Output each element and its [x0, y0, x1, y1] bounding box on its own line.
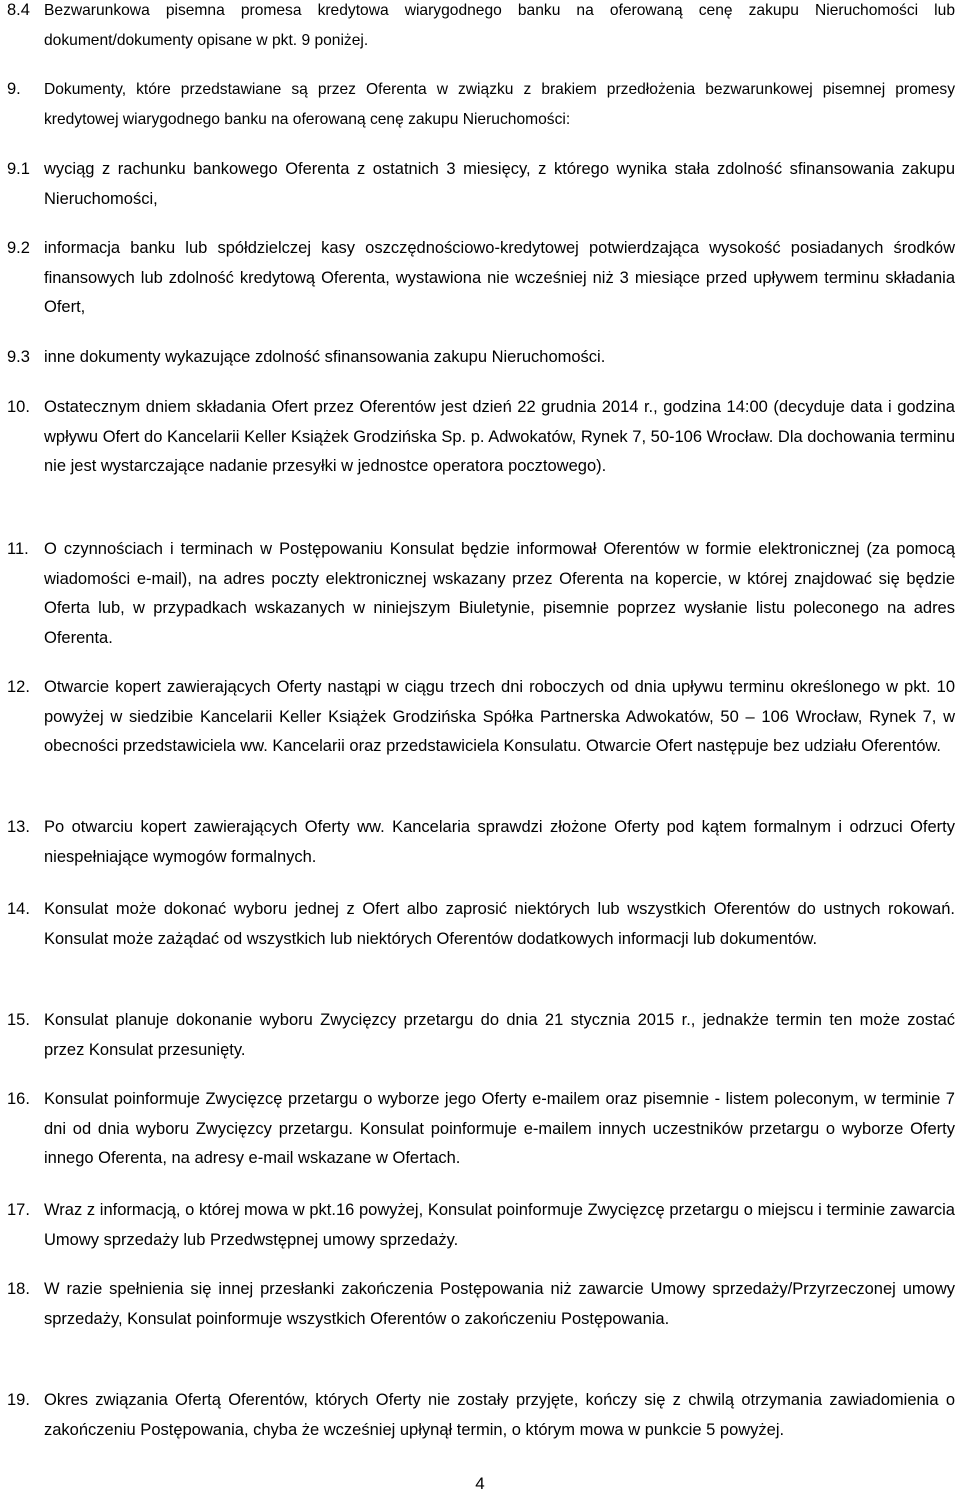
- item-text: Okres związania Ofertą Oferentów, których Oferty nie zostały przyjęte, kończy się z chwilą otrzymania zawiadomienia o zakończeniu Postępowania, chyba że wcześniej upłynął termin, o którym mowa w punkcie 5 powyżej.: [44, 1391, 955, 1439]
- list-item-19: [0, 1386, 955, 1445]
- item-number: 9.: [7, 80, 21, 98]
- item-number: 10.: [7, 398, 30, 416]
- item-number: 18.: [7, 1280, 30, 1298]
- list-item-15: [0, 1006, 955, 1065]
- item-number: 14.: [7, 900, 30, 918]
- item-number: 8.4: [7, 1, 30, 19]
- item-text: inne dokumenty wykazujące zdolność sfinansowania zakupu Nieruchomości.: [44, 348, 606, 366]
- item-number: 9.2: [7, 239, 30, 257]
- list-item-16: [0, 1085, 955, 1174]
- item-text: W razie spełnienia się innej przesłanki zakończenia Postępowania niż zawarcie Umowy sprzedaży/Przyrzeczonej umowy sprzedaży, Konsulat poinformuje wszystkich Oferentów o zakończeniu Postępowania.: [44, 1280, 955, 1328]
- list-item-9: [0, 75, 955, 134]
- list-item-18: [0, 1275, 955, 1334]
- item-text: Konsulat może dokonać wyboru jednej z Ofert albo zaprosić niektórych lub wszystkich Oferentów do ustnych rokowań. Konsulat może zażądać od wszystkich lub niektórych Oferentów dodatkowych informacji lub dokumentów.: [44, 900, 955, 948]
- list-item-9-2: [0, 234, 955, 323]
- list-item-13: [0, 813, 955, 872]
- item-text: Konsulat planuje dokonanie wyboru Zwycięzcy przetargu do dnia 21 stycznia 2015 r., jednakże termin ten może zostać przez Konsulat przesunięty.: [44, 1011, 955, 1059]
- item-text: Po otwarciu kopert zawierających Oferty ww. Kancelaria sprawdzi złożone Oferty pod kątem formalnym i odrzuci Oferty niespełniające wymogów formalnych.: [44, 818, 955, 866]
- item-number: 19.: [7, 1391, 30, 1409]
- item-text: Wraz z informacją, o której mowa w pkt.16 powyżej, Konsulat poinformuje Zwycięzcę przetargu o miejscu i terminie zawarcia Umowy sprzedaży lub Przedwstępnej umowy sprzedaży.: [44, 1201, 955, 1249]
- item-number: 16.: [7, 1090, 30, 1108]
- item-number: 9.3: [7, 348, 30, 366]
- item-number: 15.: [7, 1011, 30, 1029]
- list-item-11: [0, 535, 955, 653]
- item-text: Bezwarunkowa pisemna promesa kredytowa wiarygodnego banku na oferowaną cenę zakupu Nieruchomości lub dokument/dokumenty opisane w pkt. 9 poniżej.: [44, 2, 955, 49]
- page-number: 4: [475, 1474, 485, 1493]
- item-text: wyciąg z rachunku bankowego Oferenta z ostatnich 3 miesięcy, z którego wynika stała zdolność sfinansowania zakupu Nieruchomości,: [44, 160, 955, 208]
- item-text: O czynnościach i terminach w Postępowaniu Konsulat będzie informował Oferentów w formie elektronicznej (za pomocą wiadomości e-mail), na adres poczty elektronicznej wskazany przez Oferenta na kopercie, w której znajdować się będzie Oferta lub, w przypadkach wskazanych w niniejszym Biuletynie, pisemnie poprzez wysłanie listu poleconego na adres Oferenta.: [44, 540, 955, 647]
- item-number: 9.1: [7, 160, 30, 178]
- list-item-10: [0, 393, 955, 482]
- item-text: Konsulat poinformuje Zwycięzcę przetargu o wyborze jego Oferty e-mailem oraz pisemnie - listem poleconym, w terminie 7 dni od dnia wyboru Zwycięzcy przetargu. Konsulat poinformuje e-mailem innych uczestników przetargu o wyborze Oferty innego Oferenta, na adresy e-mail wskazane w Ofertach.: [44, 1090, 955, 1167]
- item-text: Otwarcie kopert zawierających Oferty nastąpi w ciągu trzech dni roboczych od dnia upływu terminu określonego w pkt. 10 powyżej w siedzibie Kancelarii Keller Książek Grodzińska Spółka Partnerska Adwokatów, 50 – 106 Wrocław, Rynek 7, w obecności przedstawiciela ww. Kancelarii oraz przedstawiciela Konsulatu. Otwarcie Ofert następuje bez udziału Oferentów.: [44, 678, 955, 755]
- list-item-14: [0, 895, 955, 954]
- list-item-9-1: [0, 155, 955, 214]
- list-item-9-3: [0, 343, 955, 373]
- item-number: 17.: [7, 1201, 30, 1219]
- list-item-8-4: [0, 0, 955, 55]
- list-item-12: [0, 673, 955, 762]
- item-number: 12.: [7, 678, 30, 696]
- item-number: 11.: [7, 540, 29, 558]
- item-text: Ostatecznym dniem składania Ofert przez Oferentów jest dzień 22 grudnia 2014 r., godzina 14:00 (decyduje data i godzina wpływu Ofert do Kancelarii Keller Książek Grodzińska Sp. p. Adwokatów, Rynek 7, 50-106 Wrocław. Dla dochowania terminu nie jest wystarczające nadanie przesyłki w jednostce operatora pocztowego).: [44, 398, 955, 475]
- list-item-17: [0, 1196, 955, 1255]
- item-number: 13.: [7, 818, 30, 836]
- item-text: Dokumenty, które przedstawiane są przez Oferenta w związku z brakiem przedłożenia bezwarunkowej pisemnej promesy kredytowej wiarygodnego banku na oferowaną cenę zakupu Nieruchomości:: [44, 81, 955, 128]
- item-text: informacja banku lub spółdzielczej kasy oszczędnościowo-kredytowej potwierdzająca wysokość posiadanych środków finansowych lub zdolność kredytową Oferenta, wystawiona nie wcześniej niż 3 miesiące przed upływem terminu składania Ofert,: [44, 239, 955, 316]
